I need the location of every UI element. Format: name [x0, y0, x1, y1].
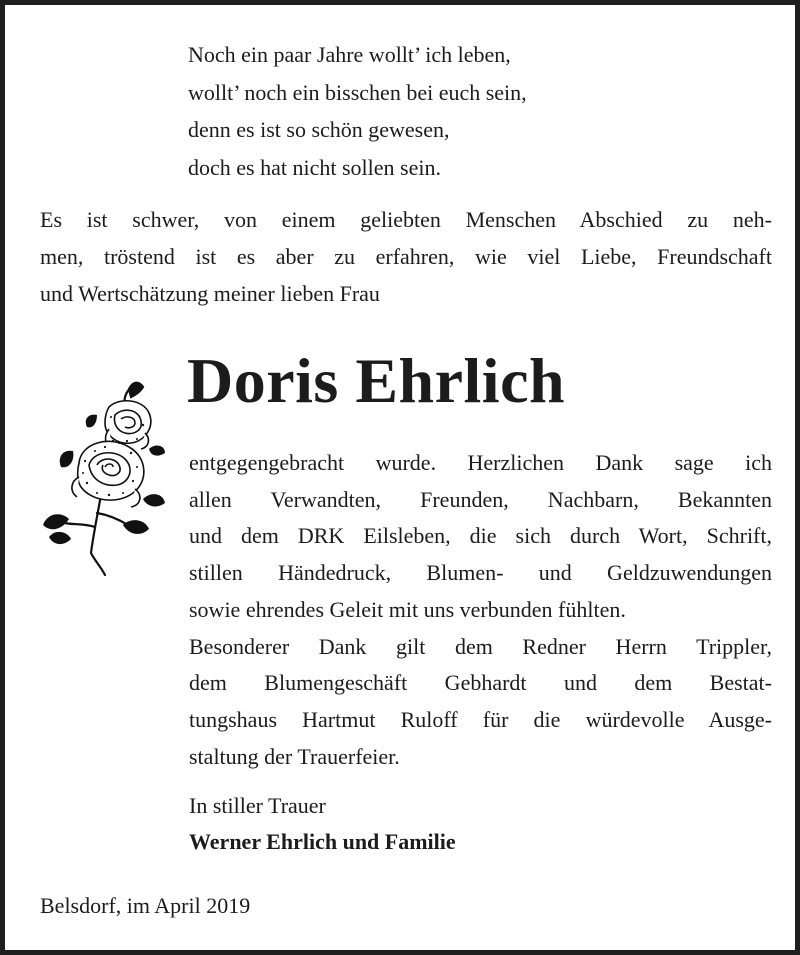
- place-date: Belsdorf, im April 2019: [40, 893, 251, 918]
- rose-illustration-icon: [39, 377, 173, 577]
- body-line: allen Verwandten, Freunden, Nachbarn, Bekannten: [189, 486, 772, 512]
- intro-paragraph: [40, 201, 772, 312]
- poem-line: doch es hat nicht sollen sein.: [188, 154, 441, 180]
- body-line: Besonderer Dank gilt dem Redner Herrn Trippler,: [189, 633, 772, 659]
- poem-line: wollt’ noch ein bisschen bei euch sein,: [188, 79, 527, 105]
- body-line: tungshaus Hartmut Ruloff für die würdevolle Ausge-: [189, 706, 772, 732]
- thanks-paragraph: [189, 445, 772, 775]
- body-line: staltung der Trauerfeier.: [189, 743, 400, 769]
- intro-line: und Wertschätzung meiner lieben Frau: [40, 281, 380, 306]
- memorial-poem: [188, 36, 527, 186]
- poem-line: Noch ein paar Jahre wollt’ ich leben,: [188, 42, 511, 67]
- mourning-phrase: In stiller Trauer: [189, 793, 326, 818]
- intro-line: men, tröstend ist es aber zu erfahren, wie viel Liebe, Freundschaft: [40, 244, 772, 269]
- body-line: sowie ehrendes Geleit mit uns verbunden fühlten.: [189, 596, 626, 622]
- body-line: stillen Händedruck, Blumen- und Geldzuwendungen: [189, 560, 772, 586]
- body-line: und dem DRK Eilsleben, die sich durch Wort, Schrift,: [189, 523, 772, 549]
- deceased-name: Doris Ehrlich: [187, 345, 566, 416]
- body-line: dem Blumengeschäft Gebhardt und dem Bestat-: [189, 670, 772, 696]
- body-line: entgegengebracht wurde. Herzlichen Dank sage ich: [189, 450, 772, 475]
- closing-block: [189, 788, 456, 860]
- intro-line: Es ist schwer, von einem geliebten Menschen Abschied zu neh-: [40, 207, 772, 232]
- family-signature: Werner Ehrlich und Familie: [189, 829, 456, 854]
- poem-line: denn es ist so schön gewesen,: [188, 117, 450, 142]
